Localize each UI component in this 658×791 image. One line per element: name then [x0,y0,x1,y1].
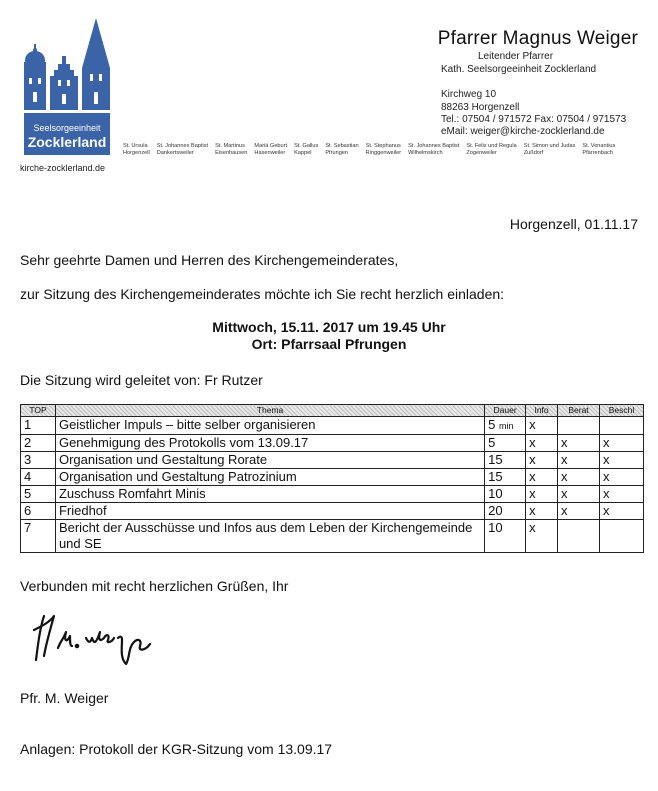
agenda-duration-cell [485,486,526,503]
intro-text: zur Sitzung des Kirchengemeinderates möchte ich Sie recht herzlich einladen: [20,286,505,302]
parish-saint: St. Ursula [123,143,148,149]
agenda-topic-cell [55,452,484,469]
meeting-date: Mittwoch, 15.11. 2017 um 19.45 Uhr [212,319,446,335]
parish-item [325,143,358,157]
agenda-duration-cell-text: 15 [488,452,503,467]
agenda-duration-cell [485,452,526,469]
agenda-top-cell-text: 5 [24,486,32,501]
sender-name: Pfarrer Magnus Weiger [437,28,638,49]
agenda-beschl-cell [599,417,643,435]
header-thema: Thema [55,405,484,417]
agenda-duration-cell [485,520,526,553]
agenda-info-cell [526,503,558,520]
agenda-info-cell-text: x [529,520,536,535]
agenda-info-cell-text: x [529,469,536,484]
agenda-row [21,503,644,520]
parish-item [254,143,287,157]
agenda-top-cell [21,417,56,435]
agenda-duration-cell [485,435,526,452]
agenda-info-cell-text: x [529,435,536,450]
sender-unit: Kath. Seelsorgeeinheit Zocklerland [441,64,597,75]
parish-logo [20,16,115,156]
agenda-duration-cell-text: 15 [488,469,503,484]
place-date: Horgenzell, 01.11.17 [509,216,638,232]
header-top: TOP [21,405,56,417]
agenda-berat-cell [558,469,600,486]
duration-unit: min [498,421,514,431]
agenda-row [21,520,644,553]
meeting-location: Ort: Pfarrsaal Pfrungen [251,336,407,352]
sender-city: 88263 Horgenzell [441,102,520,113]
parish-place: Pfärrenbach [582,150,613,156]
attachments: Anlagen: Protokoll der KGR-Sitzung vom 13.09.17 [20,741,333,757]
agenda-row [21,452,644,469]
salutation: Sehr geehrte Damen und Herren des Kirchengemeinderates, [20,252,399,268]
agenda-info-cell [526,486,558,503]
parish-saint: St. Felix und Regula [466,143,517,149]
agenda-duration-cell-text: 10 [488,486,503,501]
parish-place: Eisenhausen [215,150,248,156]
handwritten-signature [30,608,160,670]
parish-place: Hasenweiler [254,150,286,156]
agenda-beschl-cell-text: x [602,503,610,518]
agenda-berat-cell [558,435,600,452]
agenda-topic-cell-text: Friedhof [58,503,107,518]
chair-text: Die Sitzung wird geleitet von: Fr Rutzer [20,372,263,388]
agenda-duration-cell [485,503,526,520]
agenda-info-cell-text: x [529,503,536,518]
agenda-topic-cell-text: Genehmigung des Protokolls vom 13.09.17 [58,435,309,450]
parish-place: Dankertsweiler [156,150,194,156]
agenda-topic-cell-text: Bericht der Ausschüsse und Infos aus dem Leben der Kirchengemeinde und SE [58,520,473,551]
parish-place: Pfrungen [325,150,349,156]
svg-text:Zocklerland: Zocklerland [27,134,107,150]
agenda-beschl-cell-text: x [602,452,610,467]
agenda-topic-cell [55,486,484,503]
website-caption: kirche-zocklerland.de [20,163,106,173]
header-info: Info [526,405,558,417]
agenda-beschl-cell [599,435,643,452]
agenda-berat-cell [558,417,600,435]
svg-text:Seelsorgeeinheit: Seelsorgeeinheit [33,123,101,133]
agenda-topic-cell-text: Geistlicher Impuls – bitte selber organisieren [58,417,316,432]
agenda-duration-cell-text: 10 [488,520,503,535]
agenda-row [21,469,644,486]
agenda-berat-cell-text: x [561,486,568,501]
parish-item [123,143,150,157]
agenda-table [20,404,644,553]
parish-item [582,143,615,157]
agenda-berat-cell-text: x [561,452,568,467]
agenda-info-cell [526,435,558,452]
parish-item [408,143,459,157]
agenda-beschl-cell [599,486,643,503]
agenda-beschl-cell-text: x [602,486,610,501]
parish-saint: St. Stephanus [365,143,401,149]
agenda-duration-cell [485,469,526,486]
parish-item [524,143,576,157]
agenda-berat-cell [558,452,600,469]
agenda-top-cell [21,503,56,520]
parish-place: Horgenzell [123,150,150,156]
agenda-berat-cell [558,503,600,520]
agenda-berat-cell-text: x [561,469,568,484]
agenda-top-cell [21,452,56,469]
agenda-duration-cell-text: 5 [488,435,496,450]
agenda-topic-cell-text: Organisation und Gestaltung Patrozinium [58,469,297,484]
agenda-topic-cell-text: Zuschuss Romfahrt Minis [58,486,206,501]
agenda-row [21,435,644,452]
agenda-info-cell [526,469,558,486]
agenda-berat-cell [558,486,600,503]
agenda-duration-cell-text: 20 [488,503,503,518]
sender-street: Kirchweg 10 [441,89,497,100]
signature-name: Pfr. M. Weiger [20,690,109,706]
agenda-top-cell [21,486,56,503]
header-berat: Berat [558,405,600,417]
sender-title: Leitender Pfarrer [478,51,554,62]
agenda-beschl-cell [599,503,643,520]
parish-saint: St. Martinus [215,143,245,149]
parish-saint: St. Johannes Baptist [408,143,460,149]
agenda-beschl-cell-text: x [602,469,610,484]
parish-item [366,143,401,157]
agenda-topic-cell [55,520,484,553]
agenda-beschl-cell [599,469,643,486]
agenda-header-row [21,405,644,417]
closing-text: Verbunden mit recht herzlichen Grüßen, Ihr [20,578,289,594]
parish-place: Ringgenweiler [365,150,402,156]
parish-place: Wilhelmskirch [408,150,443,156]
agenda-top-cell-text: 3 [24,452,32,467]
parish-saint: Mariä Geburt [254,143,288,149]
agenda-duration-cell-text: 5 [488,417,496,432]
agenda-berat-cell-text: x [561,503,568,518]
parish-saint: St. Johannes Baptist [156,143,209,149]
parish-place: Kappel [294,150,312,156]
parish-saint: St. Gallus [294,143,319,149]
agenda-berat-cell [558,520,600,553]
agenda-info-cell [526,520,558,553]
agenda-beschl-cell-text: x [602,435,610,450]
agenda-berat-cell-text: x [561,435,568,450]
agenda-info-cell-text: x [529,452,536,467]
agenda-topic-cell-text: Organisation und Gestaltung Rorate [58,452,268,467]
parish-place: Zogenweiler [466,150,497,156]
sender-phone: Tel.: 07504 / 971572 Fax: 07504 / 971573 [441,114,627,125]
parish-place: Zußdorf [523,150,544,156]
parish-item [157,143,208,157]
parish-saint: St. Simon und Judas [523,143,576,149]
parish-saint: St. Venantius [582,143,616,149]
agenda-top-cell-text: 4 [24,469,32,484]
parish-list [123,143,643,157]
agenda-info-cell-text: x [529,417,536,432]
agenda-topic-cell [55,435,484,452]
agenda-top-cell [21,520,56,553]
parish-saint: St. Sebastian [325,143,359,149]
agenda-top-cell [21,469,56,486]
agenda-info-cell-text: x [529,486,536,501]
agenda-top-cell-text: 1 [24,417,32,432]
parish-item [294,143,318,157]
agenda-info-cell [526,417,558,435]
agenda-beschl-cell [599,520,643,553]
parish-item [466,143,516,157]
agenda-duration-cell [485,417,526,435]
agenda-row [21,486,644,503]
agenda-beschl-cell [599,452,643,469]
agenda-top-cell-text: 6 [24,503,32,518]
agenda-topic-cell [55,469,484,486]
header-beschl: Beschl [599,405,643,417]
agenda-top-cell-text: 7 [24,520,32,535]
agenda-top-cell-text: 2 [24,435,32,450]
parish-item [215,143,247,157]
agenda-row [21,417,644,435]
header-dauer: Dauer [485,405,526,417]
agenda-topic-cell [55,503,484,520]
agenda-info-cell [526,452,558,469]
agenda-topic-cell [55,417,484,435]
sender-email: eMail: weiger@kirche-zocklerland.de [441,126,605,137]
agenda-top-cell [21,435,56,452]
